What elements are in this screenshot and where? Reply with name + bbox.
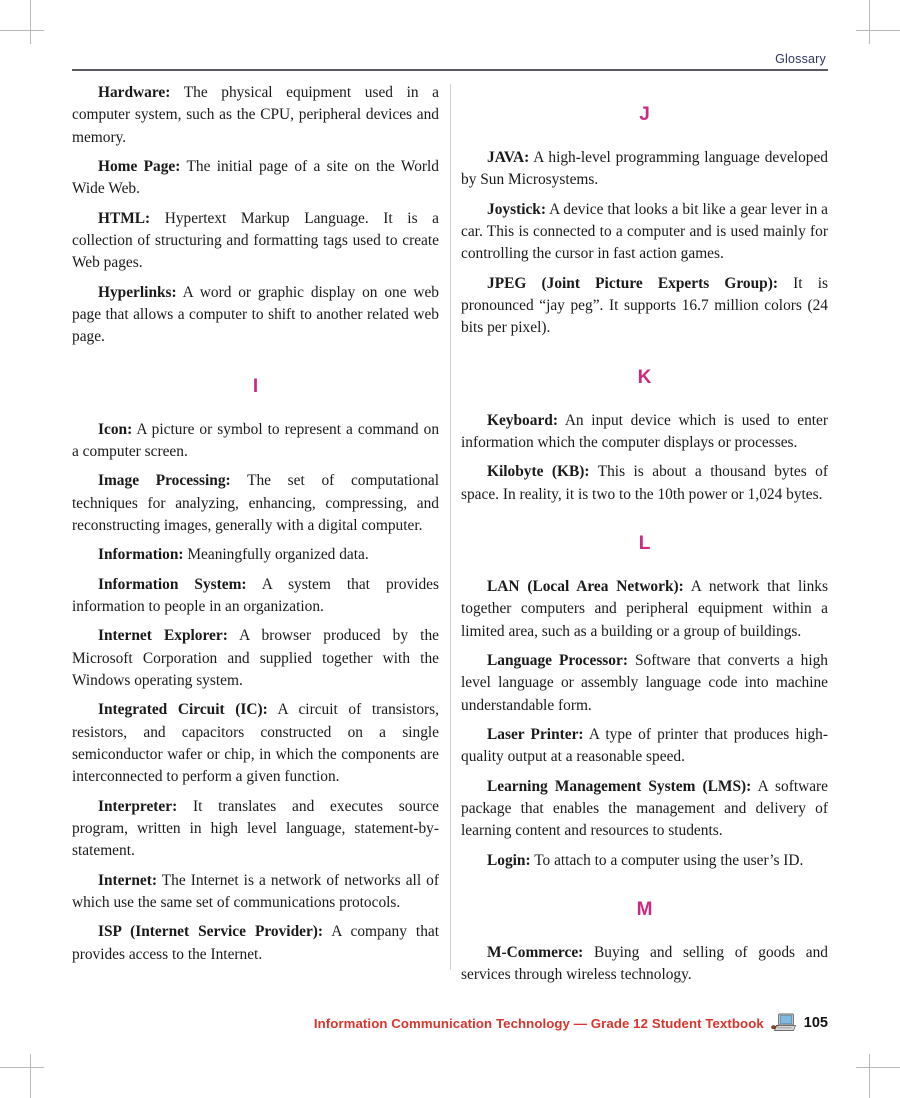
glossary-definition: The initial page of a site on the World Wide Web. [72, 157, 439, 198]
glossary-entry [72, 625, 439, 692]
glossary-entry [461, 273, 828, 340]
glossary-definition: A circuit of transistors, resistors, and capacitors constructed on a single semiconductor wafer or chip, in which the components are interconnected to perform a given function. [72, 701, 439, 786]
page-footer [72, 1010, 828, 1036]
page-title: Glossary [775, 52, 826, 66]
glossary-body [72, 82, 828, 987]
glossary-entry [461, 410, 828, 455]
crop-mark-top-right-icon [838, 0, 900, 62]
glossary-entry [461, 461, 828, 506]
glossary-definition: A browser produced by the Microsoft Corporation and supplied together with the Windows operating system. [72, 627, 439, 689]
glossary-entry [72, 282, 439, 349]
letter-heading-j: J [639, 104, 650, 125]
glossary-term: Information: [98, 546, 184, 564]
glossary-entry [461, 850, 828, 872]
glossary-term: LAN (Local Area Network): [487, 577, 684, 595]
glossary-definition: A type of printer that produces high-quality output at a reasonable speed. [461, 725, 828, 766]
glossary-definition: A network that links together computers and peripheral equipment within a limited area, such as a building or a group of buildings. [461, 577, 828, 640]
glossary-entry [72, 419, 439, 464]
header-rule [72, 69, 828, 71]
glossary-definition: To attach to a computer using the user’s ID. [534, 851, 804, 869]
glossary-entry [72, 870, 439, 915]
glossary-term: Hyperlinks: [98, 283, 177, 301]
glossary-definition: A software package that enables the management and delivery of learning content and resources to students. [461, 777, 829, 840]
glossary-term: Learning Management System (LMS): [487, 777, 752, 795]
glossary-entry [72, 156, 439, 201]
glossary-entry [461, 776, 828, 843]
running-head [72, 52, 828, 71]
glossary-definition: Hypertext Markup Language. It is a collection of structuring and formatting tags used to create Web pages. [72, 209, 439, 272]
glossary-term: Keyboard: [487, 411, 558, 429]
glossary-definition: The set of computational techniques for analyzing, enhancing, compressing, and reconstructing images, generally with a digital computer. [72, 472, 440, 534]
glossary-term: Icon: [98, 420, 133, 438]
glossary-definition: It is pronounced “jay peg”. It supports 16.7 million colors (24 bits per pixel). [461, 274, 828, 337]
letter-heading-k: K [637, 366, 652, 388]
glossary-entry [461, 576, 828, 643]
glossary-entry [461, 147, 828, 192]
glossary-definition: This is about a thousand bytes of space. In reality, it is two to the 10th power or 1,024 bytes. [461, 463, 829, 503]
glossary-term: Kilobyte (KB): [487, 463, 590, 481]
glossary-entry [72, 544, 439, 566]
glossary-term: Image Processing: [98, 472, 231, 490]
glossary-term: ISP (Internet Service Provider): [98, 923, 324, 941]
glossary-definition: The Internet is a network of networks all of which use the same set of communications protocols. [72, 871, 439, 911]
glossary-definition: Buying and selling of goods and services through wireless technology. [461, 943, 828, 984]
letter-heading-i: I [252, 375, 259, 397]
glossary-entry [461, 199, 828, 266]
crop-mark-bottom-right-icon [838, 1036, 900, 1098]
glossary-definition: A picture or symbol to represent a command on a computer screen. [72, 420, 440, 460]
glossary-term: Hardware: [98, 84, 171, 101]
glossary-entry [461, 650, 828, 717]
glossary-definition: A company that provides access to the Internet. [72, 923, 439, 963]
glossary-entry [461, 724, 828, 769]
glossary-definition: A high-level programming language developed by Sun Microsystems. [461, 149, 828, 189]
glossary-term: JAVA: [487, 149, 530, 166]
crop-mark-top-left-icon [0, 0, 62, 62]
glossary-definition: A word or graphic display on one web page that allows a computer to shift to another related web page. [72, 283, 440, 346]
glossary-definition: A system that provides information to people in an organization. [72, 575, 439, 615]
glossary-term: HTML: [98, 209, 151, 227]
glossary-definition: An input device which is used to enter information which the computer displays or processes. [461, 411, 828, 451]
glossary-column-right [461, 82, 828, 987]
page-number: 105 [803, 1015, 828, 1031]
glossary-term: Internet: [98, 871, 157, 889]
glossary-entry [72, 921, 439, 966]
glossary-term: JPEG (Joint Picture Experts Group): [487, 274, 778, 292]
glossary-term: Interpreter: [98, 797, 178, 815]
column-divider [450, 84, 451, 970]
glossary-term: Internet Explorer: [98, 627, 228, 645]
glossary-term: Information System: [98, 575, 247, 593]
crop-mark-bottom-left-icon [0, 1036, 62, 1098]
glossary-definition: A device that looks a bit like a gear lever in a car. This is connected to a computer and is used mainly for controlling the cursor in fast action games. [461, 200, 829, 263]
glossary-entry [461, 942, 828, 987]
glossary-column-left [72, 82, 439, 987]
letter-heading-l: L [638, 532, 651, 554]
glossary-term: Language Processor: [487, 651, 628, 669]
letter-heading-m: M [636, 898, 653, 920]
glossary-definition: The physical equipment used in a computer system, such as the CPU, peripheral devices and memory. [72, 84, 439, 146]
glossary-entry [72, 574, 439, 619]
glossary-definition: It translates and executes source program, written in high level language, statement-by-statement. [72, 797, 439, 860]
glossary-term: Laser Printer: [487, 725, 584, 743]
glossary-entry [72, 82, 439, 149]
glossary-term: Integrated Circuit (IC): [98, 701, 268, 719]
glossary-definition: Meaningfully organized data. [187, 546, 369, 564]
glossary-term: M-Commerce: [487, 943, 584, 961]
glossary-entry [72, 470, 439, 537]
glossary-term: Login: [487, 851, 531, 869]
glossary-term: Joystick: [487, 200, 546, 218]
glossary-entry [72, 796, 439, 863]
glossary-definition: Software that converts a high level language or assembly language code into machine understandable form. [461, 651, 828, 714]
glossary-entry [72, 699, 439, 788]
glossary-term: Home Page: [98, 157, 181, 175]
computer-icon [771, 1012, 797, 1034]
glossary-entry [72, 208, 439, 275]
footer-textbook-title: Information Communication Technology — Grade 12 Student Textbook [313, 1015, 764, 1031]
